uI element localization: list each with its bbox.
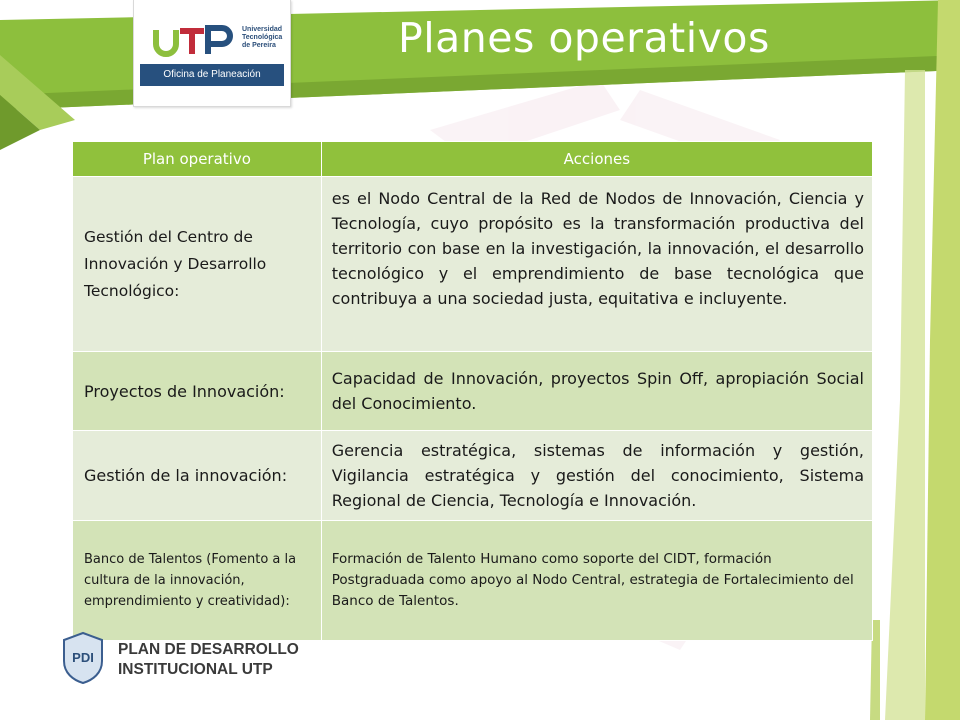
pdi-badge-label: PDI [72, 650, 94, 665]
table-row [73, 177, 873, 352]
table-row [73, 521, 873, 641]
utp-logo-subtitle: Oficina de Planeación [140, 64, 284, 86]
table-header-row [73, 142, 873, 177]
plan-cell: Gestión de la innovación: [73, 431, 322, 521]
plan-cell: Proyectos de Innovación: [73, 352, 322, 431]
footer-plan-title [118, 640, 299, 680]
pdi-badge-icon [62, 631, 104, 685]
plan-cell: Banco de Talentos (Fomento a la cultura de la innovación, emprendimiento y creatividad): [73, 521, 322, 641]
table-row [73, 352, 873, 431]
plans-table [72, 141, 873, 641]
column-header-plan: Plan operativo [73, 142, 322, 177]
column-header-actions: Acciones [321, 142, 872, 177]
footer-line-2: INSTITUCIONAL UTP [118, 661, 273, 678]
actions-cell: Gerencia estratégica, sistemas de información y gestión, Vigilancia estratégica y gestión del conocimiento, Sistema Regional de Ciencia, Tecnología e Innovación. [321, 431, 872, 521]
right-strip-outer [925, 0, 960, 720]
utp-logo-name: Universidad Tecnológica de Pereira [242, 26, 283, 49]
actions-cell: es el Nodo Central de la Red de Nodos de Innovación, Ciencia y Tecnología, cuyo propósito es la transformación productiva del territorio con base en la investigación, la innovación, el desarrollo tecnológico y el emprendimiento de base tecnológica que contribuya a una sociedad justa, equitativa e incluyente. [321, 177, 872, 352]
footer-line-1: PLAN DE DESARROLLO [118, 641, 299, 658]
plan-cell: Gestión del Centro de Innovación y Desarrollo Tecnológico: [73, 177, 322, 352]
right-strip-inner [885, 70, 925, 720]
actions-cell: Formación de Talento Humano como soporte del CIDT, formación Postgraduada como apoyo al Nodo Central, estrategia de Fortalecimiento del Banco de Talentos. [321, 521, 872, 641]
utp-logo [133, 0, 291, 107]
actions-cell: Capacidad de Innovación, proyectos Spin Off, apropiación Social del Conocimiento. [321, 352, 872, 431]
slide-title: Planes operativos [398, 14, 770, 62]
table-row [73, 431, 873, 521]
